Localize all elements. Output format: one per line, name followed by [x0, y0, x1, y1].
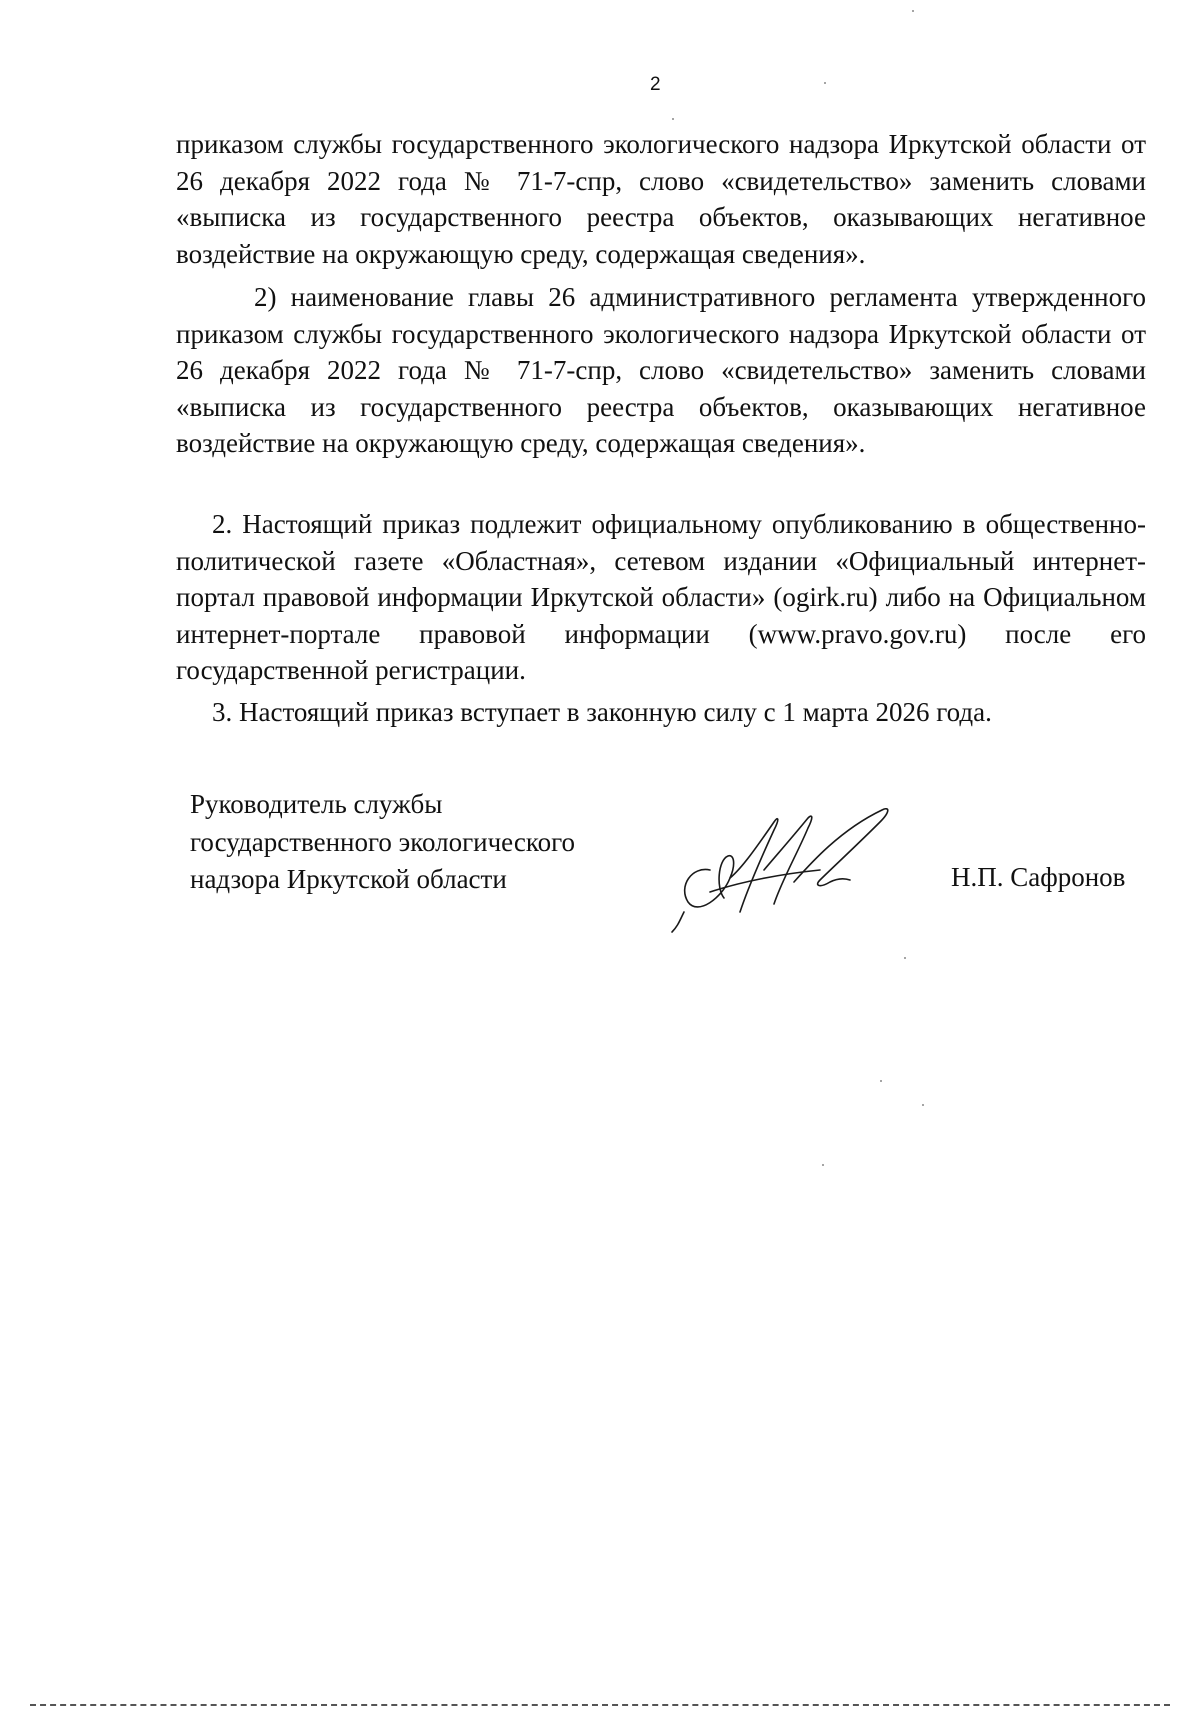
scan-bottom-edge [30, 1704, 1170, 1706]
page-number: 2 [650, 74, 661, 95]
scan-speck [880, 1080, 882, 1082]
paragraph-amendment-2: 2) наименование главы 26 административного регламента утвержденного приказом службы государственного экологического надзора Иркутской области от 26 декабря 2022 года № 71-7-спр, слово «свидетельство» заменить словами «выписка из государственного реестра объектов, оказывающих негативное воздействие на окружающую среду, содержащая сведения». [176, 282, 1146, 458]
paragraph-amendment-1-continuation: приказом службы государственного экологического надзора Иркутской области от 26 декабря 2022 года № 71-7-спр, слово «свидетельство» заменить словами «выписка из государственного реестра объектов, оказывающих негативное воздействие на окружающую среду, содержащая сведения». [176, 129, 1146, 269]
handwritten-signature [670, 808, 900, 938]
signatory-name: Н.П. Сафронов [951, 862, 1126, 892]
signatory-position-line: Руководитель службы [190, 789, 443, 819]
scan-speck [822, 1164, 824, 1166]
scan-speck [824, 82, 826, 84]
scan-speck [922, 1104, 924, 1106]
signatory-position-line: государственного экологического [190, 826, 575, 857]
scan-speck [904, 957, 906, 959]
scan-speck [912, 10, 914, 12]
paragraph-effective-date: 3. Настоящий приказ вступает в законную силу с 1 марта 2026 года. [212, 697, 992, 727]
scan-speck [672, 118, 674, 120]
signatory-position-line: надзора Иркутской области [190, 864, 507, 894]
signatory-position [190, 786, 575, 899]
paragraph-publication: 2. Настоящий приказ подлежит официальному опубликованию в общественно-политической газете «Областная», сетевом издании «Официальный интернет-портал правовой информации Иркутской области» (ogirk.ru) либо на Официальном интернет-портале правовой информации (www.pravo.gov.ru) после его государственной регистрации. [176, 509, 1146, 685]
